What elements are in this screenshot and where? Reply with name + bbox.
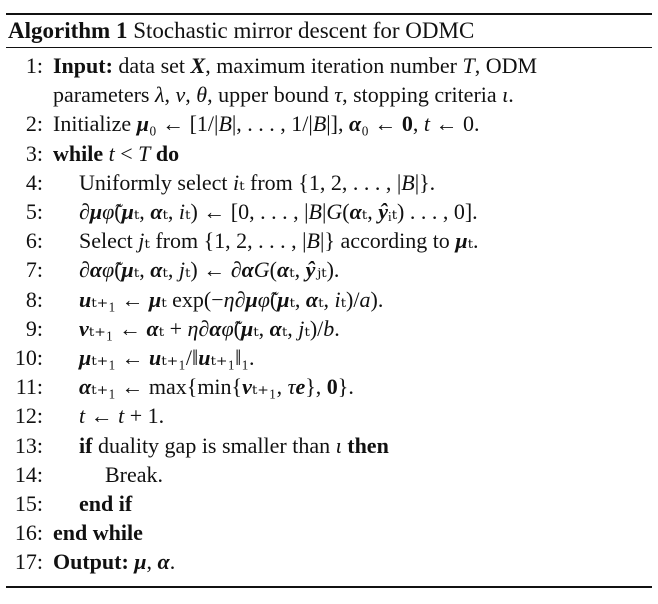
math-symbol: t bbox=[423, 111, 430, 137]
caption-rule bbox=[6, 47, 652, 48]
math-symbol: α bbox=[146, 315, 159, 341]
line-fragment: , bbox=[146, 549, 158, 575]
line-fragment: ( bbox=[114, 199, 122, 224]
line-number: 11: bbox=[15, 374, 43, 400]
line-text bbox=[79, 372, 354, 401]
line-fragment: ∂ bbox=[79, 199, 90, 224]
line-text bbox=[79, 226, 479, 255]
line-text bbox=[79, 343, 255, 372]
math-symbol: α bbox=[241, 257, 254, 283]
line-number: 14: bbox=[14, 461, 43, 487]
line-fragment: ₜ + bbox=[158, 315, 188, 341]
math-symbol: α bbox=[276, 257, 290, 283]
line-fragment: ₜ₊₁ ← bbox=[88, 315, 147, 341]
math-symbol: μ bbox=[89, 199, 103, 224]
math-symbol: e bbox=[295, 374, 306, 400]
math-symbol: t bbox=[108, 140, 115, 166]
math-symbol: μ bbox=[136, 111, 149, 137]
line-fragment: ₜ exp(− bbox=[161, 286, 224, 312]
line-fragment: ₜ₊₁ ← max{min{ bbox=[91, 374, 243, 400]
math-symbol: G bbox=[253, 257, 270, 283]
keyword: then bbox=[347, 432, 389, 458]
line-number: 3: bbox=[25, 140, 43, 166]
math-symbol: μ bbox=[148, 286, 162, 312]
math-symbol: α bbox=[157, 549, 170, 575]
line-fragment: ₜ, bbox=[289, 286, 306, 312]
line-fragment: |], bbox=[326, 111, 350, 137]
line-fragment: ₜ) ← [0, . . . , | bbox=[185, 199, 309, 224]
math-symbol: ŷ bbox=[378, 199, 388, 224]
keyword: end while bbox=[53, 520, 143, 546]
line-fragment: + 1. bbox=[124, 403, 165, 429]
line-text bbox=[53, 51, 537, 80]
line-text bbox=[53, 547, 175, 576]
line-fragment: , ODM bbox=[474, 53, 538, 78]
line-fragment: , maximum iteration number bbox=[205, 53, 463, 78]
math-symbol: B bbox=[312, 111, 327, 137]
math-symbol: t bbox=[79, 403, 86, 429]
math-symbol: u bbox=[198, 345, 211, 370]
line-fragment: . bbox=[508, 82, 514, 108]
keyword: 0 bbox=[326, 374, 338, 400]
math-symbol: μ bbox=[79, 345, 92, 370]
math-symbol: B bbox=[218, 111, 232, 137]
line-number: 17: bbox=[14, 549, 43, 575]
line-text bbox=[79, 401, 164, 430]
line-text bbox=[53, 139, 179, 168]
caption-title: Stochastic mirror descent for ODMC bbox=[133, 18, 475, 43]
math-symbol: η bbox=[223, 286, 235, 312]
line-text bbox=[105, 460, 163, 489]
top-rule bbox=[6, 13, 652, 15]
line-fragment: ₜ) ← ∂ bbox=[184, 257, 242, 283]
math-symbol: T bbox=[138, 140, 151, 166]
line-fragment: ( bbox=[114, 257, 122, 283]
keyword: end if bbox=[79, 491, 133, 516]
math-symbol: X bbox=[190, 53, 206, 78]
math-symbol: μ bbox=[240, 315, 254, 341]
math-symbol: B bbox=[308, 199, 322, 224]
math-symbol: j bbox=[138, 228, 145, 254]
line-fragment: Select bbox=[79, 228, 139, 254]
line-fragment: , bbox=[412, 111, 424, 137]
line-fragment: ₜ)/ bbox=[340, 286, 360, 312]
line-fragment: ₜ, bbox=[162, 257, 179, 283]
math-symbol: α bbox=[349, 199, 362, 224]
keyword: 0 bbox=[401, 111, 413, 137]
line-fragment: ᵢₜ) . . . , 0]. bbox=[387, 199, 478, 224]
math-symbol: G bbox=[326, 199, 343, 224]
math-symbol: φ̃ bbox=[257, 286, 270, 312]
math-symbol: μ bbox=[245, 286, 258, 312]
keyword: Input: bbox=[53, 53, 113, 78]
math-symbol: j bbox=[178, 257, 185, 283]
line-fragment: ₀ ← bbox=[361, 111, 402, 137]
keyword: Output: bbox=[53, 549, 129, 575]
math-symbol: μ bbox=[121, 257, 134, 283]
math-symbol: α bbox=[349, 111, 362, 137]
line-fragment: ₜ₊₁‖₁. bbox=[210, 345, 255, 370]
math-symbol: α bbox=[89, 257, 103, 283]
line-text bbox=[79, 314, 340, 343]
line-fragment: ( bbox=[342, 199, 350, 224]
math-symbol: t bbox=[118, 403, 125, 429]
line-text bbox=[79, 255, 339, 284]
math-symbol: τ bbox=[334, 82, 343, 108]
math-symbol: τ bbox=[287, 374, 296, 400]
keyword: if bbox=[79, 432, 93, 458]
math-symbol: ŷ bbox=[305, 257, 316, 283]
line-fragment: ⱼₜ). bbox=[315, 257, 340, 283]
math-symbol: μ bbox=[277, 286, 290, 312]
line-fragment: ( bbox=[269, 286, 278, 312]
line-fragment: | bbox=[321, 199, 327, 224]
line-number: 5: bbox=[25, 199, 43, 224]
line-text bbox=[53, 518, 143, 547]
line-number: 6: bbox=[25, 228, 43, 254]
line-number: 10: bbox=[14, 345, 43, 370]
math-symbol: φ̃ bbox=[102, 199, 115, 224]
math-symbol: u bbox=[79, 286, 92, 312]
line-fragment: Break. bbox=[105, 461, 164, 487]
math-symbol: μ bbox=[121, 199, 134, 224]
line-number: 13: bbox=[14, 432, 43, 458]
math-symbol: i bbox=[232, 169, 240, 195]
line-number: 2: bbox=[25, 111, 43, 137]
line-fragment: ∂ bbox=[198, 315, 210, 341]
line-fragment: }, bbox=[305, 374, 327, 400]
math-symbol: v bbox=[242, 374, 252, 400]
line-text bbox=[79, 431, 389, 460]
line-number: 15: bbox=[14, 491, 43, 516]
line-fragment: ₀ ← [1/| bbox=[148, 111, 219, 137]
math-symbol: a bbox=[359, 286, 371, 312]
math-symbol: α bbox=[305, 286, 319, 312]
line-fragment: ₜ, bbox=[318, 286, 335, 312]
line-number: 12: bbox=[14, 403, 43, 429]
line-fragment: . bbox=[334, 315, 340, 341]
line-fragment: |}. bbox=[414, 169, 436, 195]
line-fragment: ). bbox=[370, 286, 384, 312]
line-number: 7: bbox=[25, 257, 43, 283]
line-fragment: ₜ, bbox=[361, 199, 379, 224]
line-fragment: ₜ, bbox=[281, 315, 299, 341]
line-fragment: . bbox=[169, 549, 176, 575]
line-fragment: ← bbox=[85, 403, 119, 429]
caption-label: Algorithm 1 bbox=[8, 18, 128, 43]
line-fragment: Initialize bbox=[53, 111, 137, 137]
line-fragment: ₜ₊₁ ← bbox=[91, 345, 149, 370]
line-number: 16: bbox=[14, 520, 43, 546]
math-symbol: j bbox=[298, 315, 305, 341]
keyword: while bbox=[53, 140, 104, 166]
line-fragment: ₜ)/ bbox=[304, 315, 324, 341]
line-text bbox=[53, 80, 514, 109]
line-fragment: parameters bbox=[53, 82, 155, 108]
line-fragment: ₜ, bbox=[253, 315, 270, 341]
math-symbol: α bbox=[150, 199, 163, 224]
math-symbol: α bbox=[79, 374, 92, 400]
line-fragment: ∂ bbox=[79, 257, 90, 283]
math-symbol: φ̃ bbox=[102, 257, 115, 283]
math-symbol: λ bbox=[155, 82, 165, 108]
math-symbol: α bbox=[209, 315, 222, 341]
math-symbol: μ bbox=[134, 549, 147, 575]
math-symbol: u bbox=[148, 345, 162, 370]
line-fragment: , stopping criteria bbox=[342, 82, 503, 108]
line-fragment: ← 0. bbox=[429, 111, 480, 137]
line-number: 4: bbox=[25, 169, 43, 195]
line-fragment: ₜ, bbox=[133, 257, 151, 283]
math-symbol: i bbox=[178, 199, 186, 224]
math-symbol: θ bbox=[196, 82, 208, 108]
line-fragment: < bbox=[114, 140, 139, 166]
math-symbol: η bbox=[187, 315, 199, 341]
line-fragment: Uniformly select bbox=[79, 169, 233, 195]
math-symbol: v bbox=[79, 315, 89, 341]
line-fragment: ₜ, bbox=[289, 257, 306, 283]
math-symbol: T bbox=[462, 53, 475, 78]
line-fragment: ₜ₊₁, bbox=[251, 374, 288, 400]
line-fragment: ₜ, bbox=[133, 199, 151, 224]
line-number: 8: bbox=[25, 286, 43, 312]
bottom-rule bbox=[6, 586, 652, 588]
math-symbol: ι bbox=[335, 432, 342, 458]
line-fragment: |, . . . , 1/| bbox=[231, 111, 313, 137]
line-fragment: }. bbox=[337, 374, 354, 400]
line-fragment: , bbox=[164, 82, 176, 108]
math-symbol: ν bbox=[175, 82, 186, 108]
math-symbol: φ̃ bbox=[221, 315, 234, 341]
algorithm-caption bbox=[8, 16, 474, 46]
line-text bbox=[79, 197, 478, 226]
math-symbol: B bbox=[306, 228, 320, 254]
line-text bbox=[79, 285, 383, 314]
math-symbol: i bbox=[334, 286, 341, 312]
line-fragment: , upper bound bbox=[207, 82, 335, 108]
line-fragment: ₜ, bbox=[162, 199, 179, 224]
line-text bbox=[53, 109, 479, 138]
line-number: 9: bbox=[25, 315, 43, 341]
line-fragment: ₜ from {1, 2, . . . , | bbox=[144, 228, 307, 254]
math-symbol: ι bbox=[502, 82, 509, 108]
line-number: 1: bbox=[25, 53, 43, 78]
line-fragment: |} according to bbox=[320, 228, 456, 254]
line-fragment: , bbox=[185, 82, 197, 108]
line-fragment: duality gap is smaller than bbox=[92, 432, 336, 458]
line-fragment: ₜ₊₁/‖ bbox=[161, 345, 199, 370]
line-fragment: ₜ₊₁ ← bbox=[91, 286, 149, 312]
line-text bbox=[79, 168, 435, 197]
keyword: do bbox=[155, 140, 180, 166]
line-fragment: ( bbox=[269, 257, 277, 283]
math-symbol: α bbox=[269, 315, 282, 341]
line-fragment: ₜ from {1, 2, . . . , | bbox=[239, 169, 402, 195]
math-symbol: B bbox=[401, 169, 415, 195]
math-symbol: b bbox=[323, 315, 335, 341]
math-symbol: μ bbox=[455, 228, 468, 254]
line-fragment: data set bbox=[112, 53, 191, 78]
line-fragment: ( bbox=[233, 315, 241, 341]
line-fragment: ∂ bbox=[234, 286, 246, 312]
line-text bbox=[79, 489, 132, 518]
line-fragment: ₜ. bbox=[467, 228, 479, 254]
math-symbol: α bbox=[150, 257, 163, 283]
